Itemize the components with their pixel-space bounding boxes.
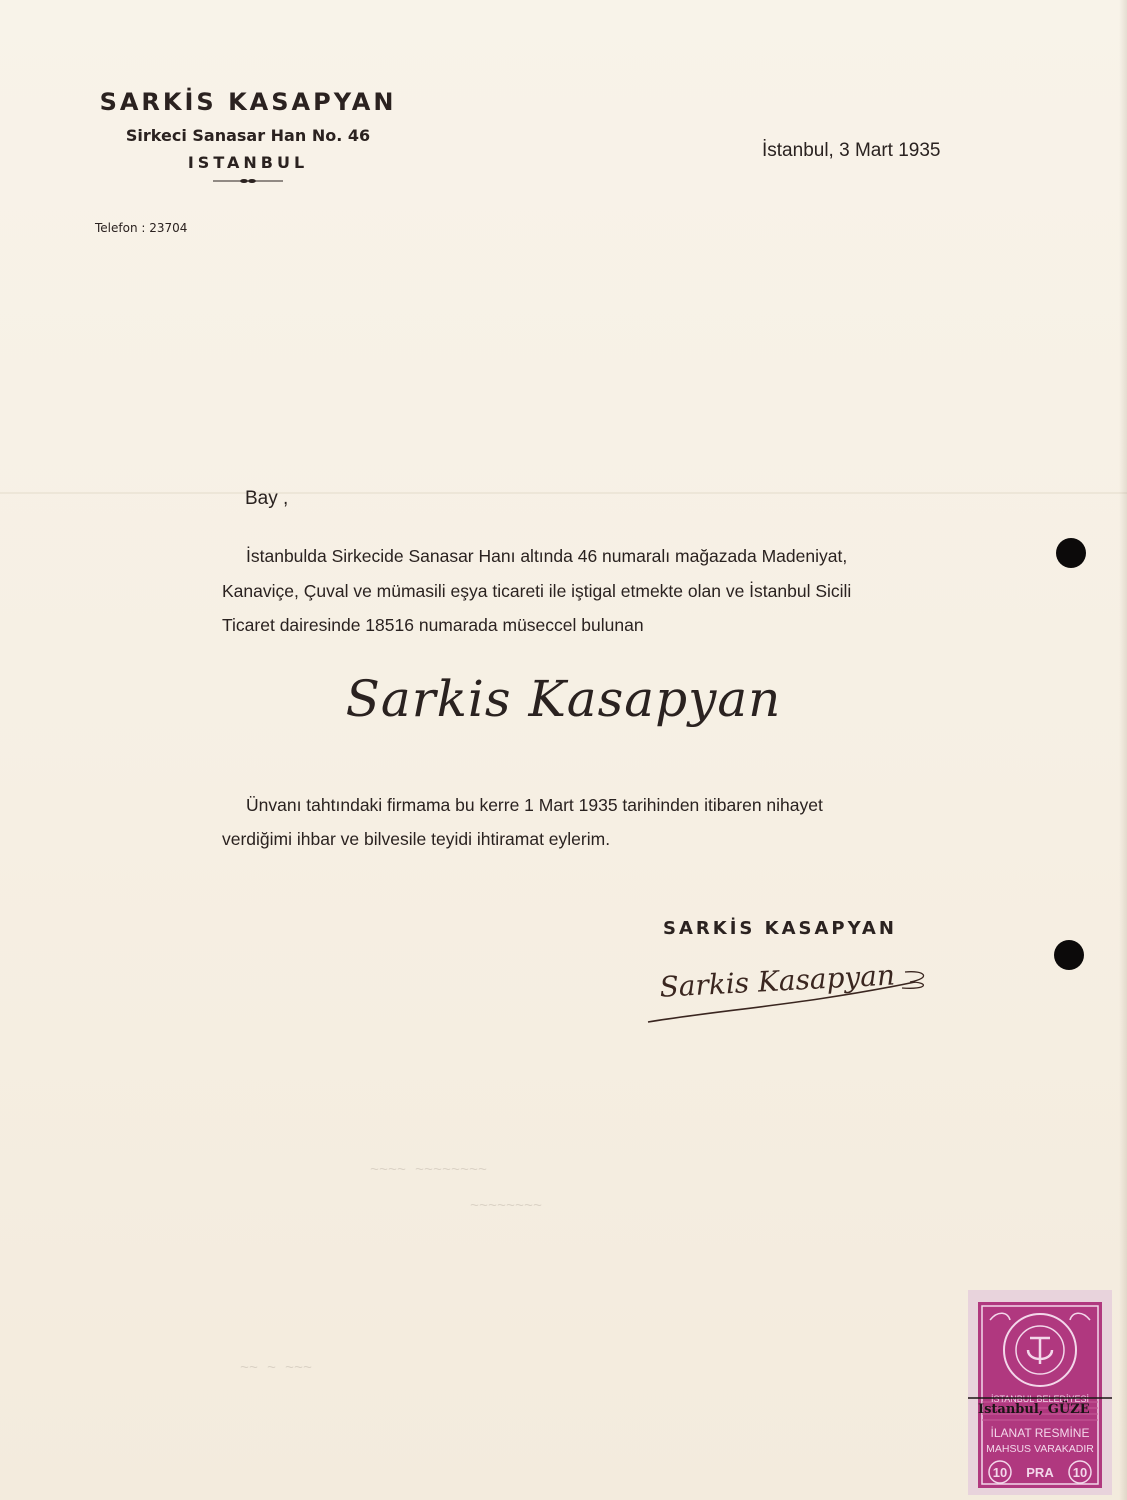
svg-text:Sarkis Kasapyan: Sarkis Kasapyan [658,958,896,1004]
stamp-line1: İLANAT RESMİNE [990,1426,1090,1440]
letterhead-phone: Telefon : 23704 [95,221,188,235]
stamp-value-left: 10 [992,1465,1008,1480]
bleed-through-text: ~~~~~~~~ [470,1198,543,1215]
greeting: Bay , [245,488,289,509]
stamp-cancellation: Istanbul, GÜZE [978,1402,1090,1417]
paragraph2-line2: verdiğimi ihbar ve bilvesile teyidi ihtiramat eylerim. [222,829,611,849]
paper-edge [1119,0,1127,1500]
paper-fold [0,492,1127,494]
letterhead-city: ISTANBUL [187,153,309,172]
stamp-issuer: İSTANBUL BELEDİYESİ [990,1394,1090,1404]
paragraph1-line1: İstanbulda Sirkecide Sanasar Hanı altında 46 numaralı mağazada Madeniyat, [246,546,848,566]
stamp-line2: MAHSUS VARAKADIR [986,1443,1094,1455]
punch-hole [1054,940,1084,970]
punch-hole [1056,538,1086,568]
paragraph1-line3: Ticaret dairesinde 18516 numarada müseccel bulunan [222,615,644,635]
stamp-unit: PRA [1026,1465,1054,1480]
letterhead-name: SARKİS KASAPYAN [99,88,397,116]
bleed-through-text: ~~~~ ~~~~~~~~ [370,1162,488,1179]
signatory-name: SARKİS KASAPYAN [663,918,897,939]
paragraph2-line1: Ünvanı tahtındaki firmama bu kerre 1 Mart 1935 tarihinden itibaren nihayet [246,795,823,815]
paragraph1-line2: Kanaviçe, Çuval ve mümasili eşya ticareti ile iştigal etmekte olan ve İstanbul Sicili [222,581,852,601]
bleed-through-text: ~~ ~ ~~~ [240,1360,313,1377]
letterhead [88,88,408,190]
company-name-display: Sarkis Kasapyan [345,670,782,728]
letter-date: İstanbul, 3 Mart 1935 [762,140,941,161]
revenue-stamp [968,1290,1112,1495]
handwritten-signature [640,952,940,1032]
ornament-icon [213,177,283,185]
stamp-value-right: 10 [1072,1465,1088,1480]
letterhead-address: Sirkeci Sanasar Han No. 46 [125,126,371,145]
